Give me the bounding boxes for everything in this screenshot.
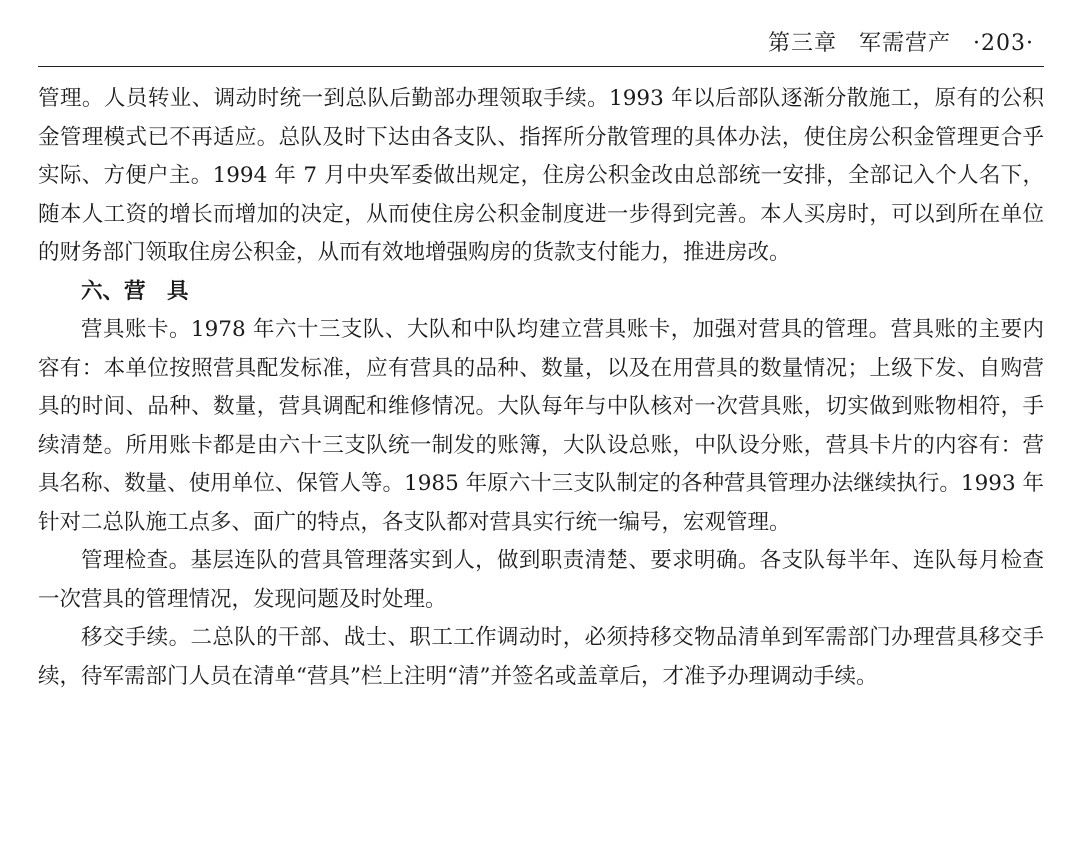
paragraph-continued: 管理。人员转业、调动时统一到总队后勤部办理领取手续。1993 年以后部队逐渐分散施工，原有的公积金管理模式已不再适应。总队及时下达由各支队、指挥所分散管理的具体办法，使住房公积金管理更合乎实际、方便户主。1994 年 7 月中央军委做出规定，住房公积金改由总部统一安排，全部记入个人名下，随本人工资的增长而增加的决定，从而使住房公积金制度进一步得到完善。本人买房时，可以到所在单位的财务部门领取住房公积金，从而有效地增强购房的货款支付能力，推进房改。	[38, 86, 1044, 265]
body-text	[38, 80, 1044, 696]
running-header	[768, 26, 1034, 57]
section-heading	[38, 273, 1044, 312]
page-number: ·203·	[973, 31, 1034, 56]
section-heading-part1: 六、营	[81, 278, 146, 304]
section-heading-part2: 具	[167, 278, 189, 304]
paragraph-inspection: 管理检查。基层连队的营具管理落实到人，做到职责清楚、要求明确。各支队每半年、连队每月检查一次营具的管理情况，发现问题及时处理。	[38, 548, 1044, 612]
chapter-label: 第三章	[767, 31, 837, 56]
paragraph-handover: 移交手续。二总队的干部、战士、职工工作调动时，必须持移交物品清单到军需部门办理营具移交手续，待军需部门人员在清单“营具”栏上注明“清”并签名或盖章后，才准予办理调动手续。	[38, 625, 1044, 689]
chapter-title: 军需营产	[859, 31, 952, 56]
paragraph-account-cards: 营具账卡。1978 年六十三支队、大队和中队均建立营具账卡，加强对营具的管理。营具账的主要内容有：本单位按照营具配发标准，应有营具的品种、数量，以及在用营具的数量情况；上级下发、自购营具的时间、品种、数量，营具调配和维修情况。大队每年与中队核对一次营具账，切实做到账物相符，手续清楚。所用账卡都是由六十三支队统一制发的账簿，大队设总账，中队设分账，营具卡片的内容有：营具名称、数量、使用单位、保管人等。1985 年原六十三支队制定的各种营具管理办法继续执行。1993 年针对二总队施工点多、面广的特点，各支队都对营具实行统一编号，宏观管理。	[38, 317, 1044, 535]
header-rule	[38, 66, 1044, 67]
